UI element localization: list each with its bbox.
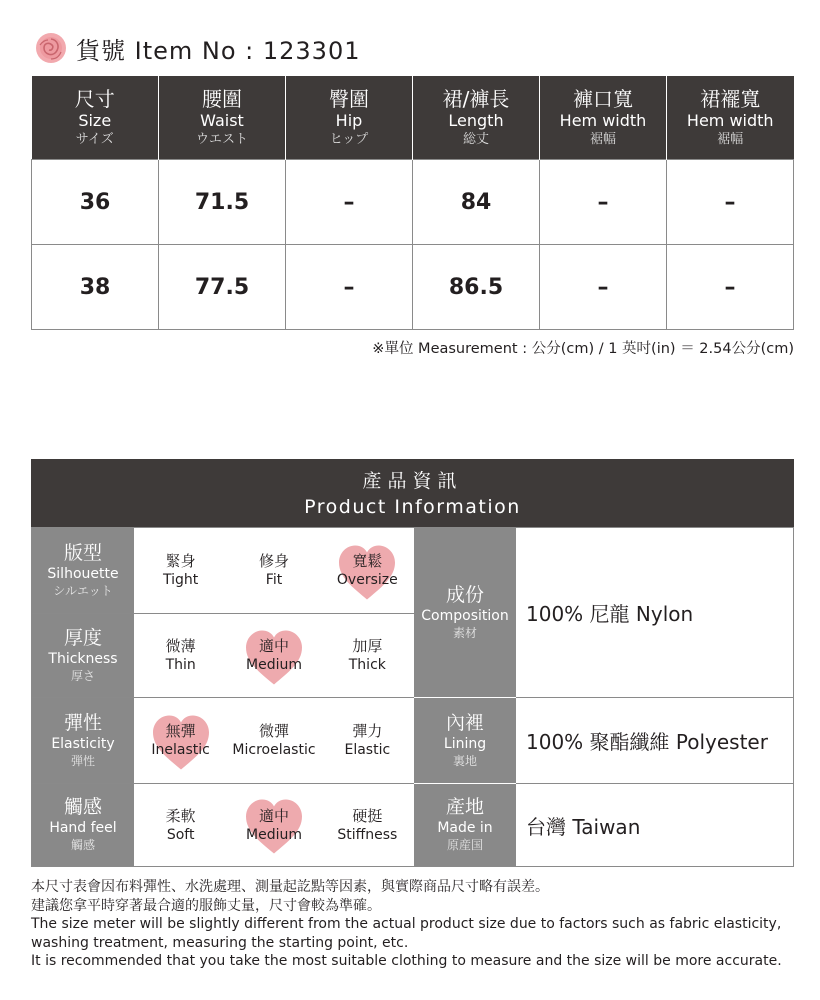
lining-label: 內裡 Lining 裏地 [414, 697, 516, 783]
thickness-options [134, 614, 414, 697]
table-cell: – [667, 245, 794, 330]
silhouette-label: 版型 Silhouette シルエット [32, 528, 134, 613]
size-table [31, 76, 794, 330]
col-pants-hem-width: 褲口寬 Hem width 裾幅 [540, 76, 667, 160]
footnote-line: 建議您拿平時穿著最合適的服飾丈量，尺寸會較為準確。 [31, 897, 381, 914]
footnote-line: washing treatment, measuring the starting point, etc. [31, 934, 409, 951]
product-info-grid [31, 527, 794, 867]
footnote [31, 878, 801, 971]
table-cell: – [286, 245, 413, 330]
lining-value: 100% 聚酯纖維 Polyester [526, 730, 768, 754]
measurement-note: ※單位 Measurement : 公分(cm) / 1 英吋(in) ＝ 2.54公分(cm) [372, 341, 794, 357]
table-cell: 38 [32, 245, 159, 330]
option-oversize-selected: 寬鬆 Oversize [321, 528, 414, 613]
table-row [32, 160, 794, 245]
footnote-line: It is recommended that you take the most suitable clothing to measure and the size will be more accurate. [31, 953, 782, 969]
table-row [32, 245, 794, 330]
made-in-label: 產地 Made in 原産国 [414, 783, 516, 866]
table-cell: – [540, 245, 667, 330]
rose-icon [34, 31, 68, 65]
item-header [34, 28, 361, 68]
option-medium-selected: 適中 Medium [227, 784, 320, 866]
col-hip: 臀圍 Hip ヒップ [286, 76, 413, 160]
table-cell: 71.5 [159, 160, 286, 245]
elasticity-label: 彈性 Elasticity 弾性 [32, 697, 134, 783]
option-thick: 加厚 Thick [348, 637, 386, 673]
hand-feel-options [134, 784, 414, 866]
product-info-title [31, 459, 794, 527]
silhouette-options [134, 528, 414, 613]
option-elastic: 彈力 Elastic [344, 722, 391, 758]
table-cell: 36 [32, 160, 159, 245]
col-waist: 腰圍 Waist ウエスト [159, 76, 286, 160]
option-stiffness: 硬挺 Stiffness [337, 806, 398, 843]
table-cell: – [286, 160, 413, 245]
option-tight: 緊身 Tight [163, 552, 199, 588]
table-cell: 77.5 [159, 245, 286, 330]
elasticity-options [134, 698, 414, 783]
col-skirt-hem-width: 裙襬寬 Hem width 裾幅 [667, 76, 794, 160]
size-table-header [32, 76, 794, 160]
product-info-title-en: Product Information [304, 496, 521, 518]
hand-feel-label: 觸感 Hand feel 觸感 [32, 783, 134, 866]
product-info-title-zh: 產品資訊 [362, 470, 463, 492]
thickness-label: 厚度 Thickness 厚さ [32, 613, 134, 697]
footnote-line: The size meter will be slightly different from the actual product size due to factors such as fabric elasticity, [31, 916, 782, 932]
option-microelastic: 微彈 Microelastic [232, 722, 316, 758]
composition-label: 成份 Composition 素材 [414, 528, 516, 697]
table-cell: 84 [413, 160, 540, 245]
option-fit: 修身 Fit [258, 552, 289, 588]
option-inelastic-selected: 無彈 Inelastic [134, 698, 227, 783]
table-cell: – [667, 160, 794, 245]
composition-value: 100% 尼龍 Nylon [526, 602, 694, 626]
option-thin: 微薄 Thin [165, 637, 196, 673]
col-size: 尺寸 Size サイズ [32, 76, 159, 160]
item-number: 貨號 Item No : 123301 [76, 36, 361, 65]
col-length: 裙/褲長 Length 総丈 [413, 76, 540, 160]
table-cell: 86.5 [413, 245, 540, 330]
table-cell: – [540, 160, 667, 245]
made-in-value: 台灣 Taiwan [526, 814, 641, 839]
option-soft: 柔軟 Soft [165, 806, 196, 843]
footnote-line: 本尺寸表會因布料彈性、水洗處理、測量起訖點等因素，與實際商品尺寸略有誤差。 [31, 879, 549, 895]
option-medium-selected: 適中 Medium [227, 614, 320, 697]
